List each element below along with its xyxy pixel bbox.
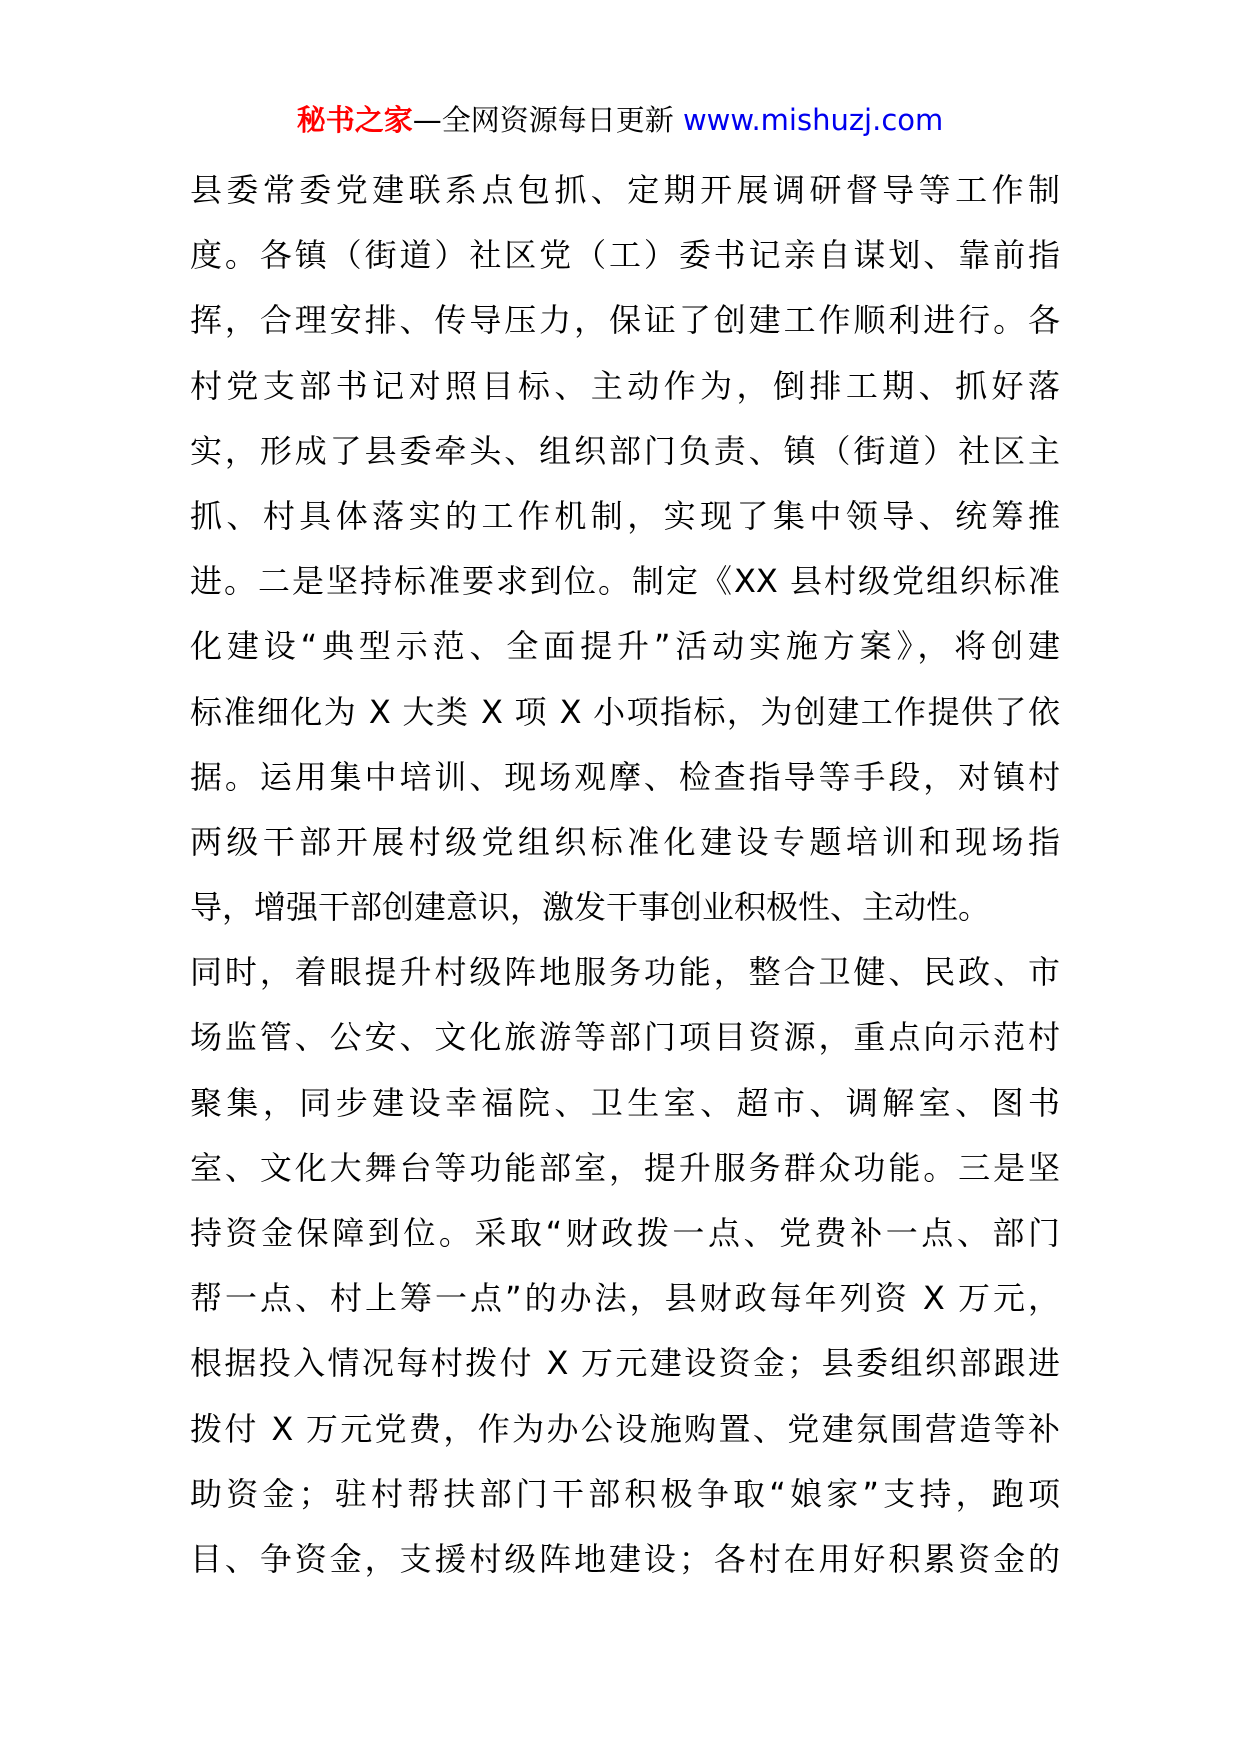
body-line: 目、争资金，支援村级阵地建设；各村在用好积累资金的 bbox=[190, 1539, 1060, 1578]
body-line: 同时，着眼提升村级阵地服务功能，整合卫健、民政、市 bbox=[190, 953, 1060, 992]
body-line: 拨付 X 万元党费，作为办公设施购置、党建氛围营造等补 bbox=[190, 1409, 1060, 1448]
body-line: 室、文化大舞台等功能部室，提升服务群众功能。三是坚 bbox=[190, 1148, 1060, 1187]
body-line: 持资金保障到位。采取“财政拨一点、党费补一点、部门 bbox=[190, 1214, 1060, 1252]
site-header bbox=[0, 100, 1240, 140]
body-line: 挥，合理安排、传导压力，保证了创建工作顺利进行。各 bbox=[190, 301, 1060, 340]
body-line: 实，形成了县委牵头、组织部门负责、镇（街道）社区主 bbox=[190, 431, 1060, 470]
site-url-link[interactable]: www.mishuzj.com bbox=[682, 103, 944, 137]
body-line: 进。二是坚持标准要求到位。制定《XX 县村级党组织标准 bbox=[190, 562, 1060, 601]
body-line: 村党支部书记对照目标、主动作为，倒排工期、抓好落 bbox=[190, 366, 1060, 405]
body-line: 导，增强干部创建意识，激发干事创业积极性、主动性。 bbox=[190, 888, 991, 927]
body-line: 度。各镇（街道）社区党（工）委书记亲自谋划、靠前指 bbox=[190, 236, 1060, 275]
site-brand: 秘书之家 bbox=[296, 103, 413, 137]
body-line: 根据投入情况每村拨付 X 万元建设资金；县委组织部跟进 bbox=[190, 1344, 1060, 1383]
body-line: 聚集，同步建设幸福院、卫生室、超市、调解室、图书 bbox=[190, 1083, 1060, 1122]
body-line: 场监管、公安、文化旅游等部门项目资源，重点向示范村 bbox=[190, 1018, 1060, 1057]
site-tagline: —全网资源每日更新 bbox=[412, 103, 674, 137]
body-line: 帮一点、村上筹一点”的办法，县财政每年列资 X 万元， bbox=[190, 1279, 1060, 1318]
body-line: 助资金；驻村帮扶部门干部积极争取“娘家”支持，跑项 bbox=[190, 1474, 1060, 1513]
body-line: 两级干部开展村级党组织标准化建设专题培训和现场指 bbox=[190, 822, 1060, 861]
body-line: 化建设“典型示范、全面提升”活动实施方案》，将创建 bbox=[190, 627, 1060, 666]
body-line: 抓、村具体落实的工作机制，实现了集中领导、统筹推 bbox=[190, 496, 1060, 535]
body-line: 县委常委党建联系点包抓、定期开展调研督导等工作制 bbox=[190, 171, 1060, 209]
body-line: 据。运用集中培训、现场观摩、检查指导等手段，对镇村 bbox=[190, 757, 1060, 796]
body-line: 标准细化为 X 大类 X 项 X 小项指标，为创建工作提供了依 bbox=[190, 692, 1060, 731]
document-body bbox=[190, 165, 1060, 1599]
